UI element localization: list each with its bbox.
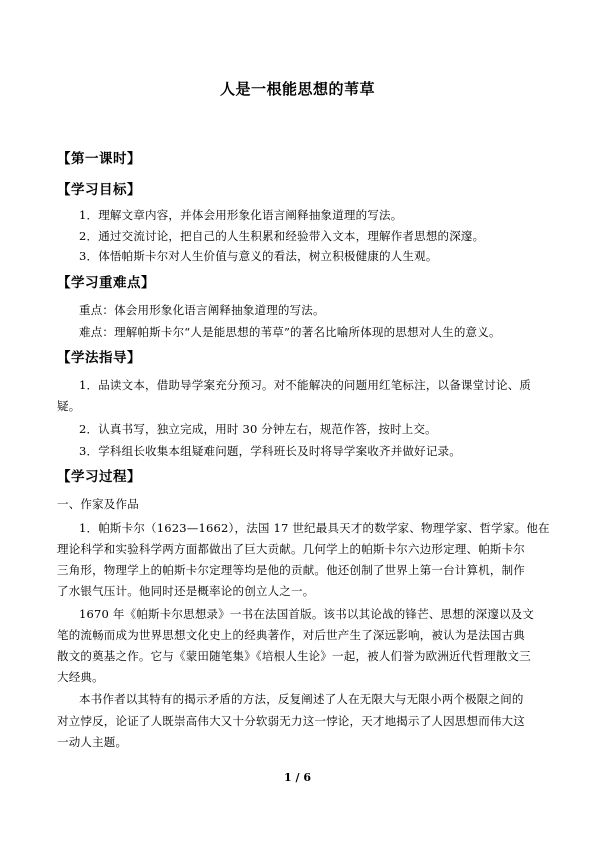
paragraph-line: 笔的流畅而成为世界思想文化史上的经典著作，对后世产生了深远影响，被认为是法国古典 [57,628,525,642]
section-process-heading: 【学习过程】 [57,469,141,485]
paragraph-line: 一动人主题。 [57,735,128,749]
paragraph-line: 理论科学和实验科学两方面都做出了巨大贡献。几何学上的帕斯卡尔六边形定理、帕斯卡尔 [57,542,525,556]
paragraph-line: 三角形，物理学上的帕斯卡尔定理等均是他的贡献。他还创制了世界上第一台计算机，制作 [57,563,525,577]
goal-line: 1．理解文章内容，并体会用形象化语言阐释抽象道理的写法。 [79,208,403,222]
process-subheading: 一、作家及作品 [57,497,139,511]
method-line: 1．品读文本，借助导学案充分预习。对不能解决的问题用红笔标注，以备课堂讨论、质 [79,378,532,392]
section-key-heading: 【学习重难点】 [57,275,155,291]
paragraph-line: 1．帕斯卡尔（1623—1662），法国 17 世纪最具天才的数学家、物理学家、哲学家。他在 [79,521,550,535]
paragraph-line: 大经典。 [57,670,104,684]
page-number: 1 / 6 [284,771,311,784]
section-goals-heading: 【学习目标】 [57,182,141,198]
page-title: 人是一根能思想的苇草 [219,80,375,98]
key-point-line: 难点：理解帕斯卡尔“人是能思想的苇草”的著名比喻所体现的思想对人生的意义。 [79,325,501,339]
paragraph-line: 1670 年《帕斯卡尔思想录》一书在法国首版。该书以其论战的锋芒、思想的深邃以及文 [79,607,535,621]
goal-line: 2．通过交流讨论，把自己的人生积累和经验带入文本，理解作者思想的深邃。 [79,229,485,243]
paragraph-line: 了水银气压计。他同时还是概率论的创立人之一。 [57,584,315,598]
method-line: 疑。 [57,399,81,413]
goal-line: 3．体悟帕斯卡尔对人生价值与意义的看法，树立积极健康的人生观。 [79,249,438,263]
paragraph-line: 对立悖反，论证了人既崇高伟大又十分软弱无力这一悖论，天才地揭示了人因思想而伟大这 [57,714,525,728]
key-point-line: 重点：体会用形象化语言阐释抽象道理的写法。 [79,303,325,317]
paragraph-line: 散文的奠基之作。它与《蒙田随笔集》《培根人生论》一起，被人们誉为欧洲近代哲理散文三 [57,649,531,663]
section-lesson-heading: 【第一课时】 [57,151,141,167]
method-line: 3．学科组长收集本组疑难问题，学科班长及时将导学案收齐并做好记录。 [79,444,461,458]
paragraph-line: 本书作者以其特有的揭示矛盾的方法，反复阐述了人在无限大与无限小两个极限之间的 [79,692,524,706]
section-method-heading: 【学法指导】 [57,350,141,366]
method-line: 2．认真书写，独立完成，用时 30 分钟左右，规范作答，按时上交。 [79,422,437,436]
